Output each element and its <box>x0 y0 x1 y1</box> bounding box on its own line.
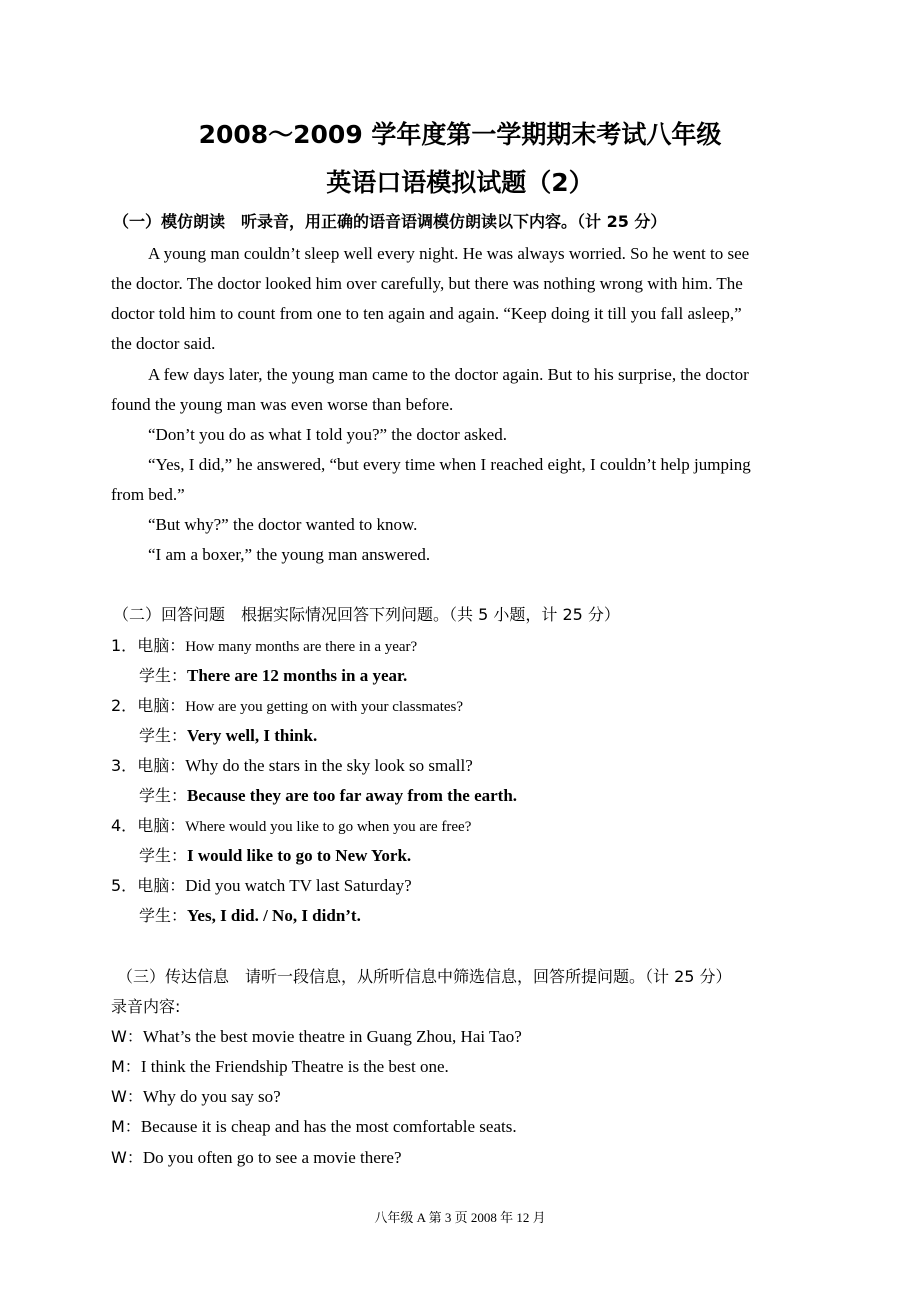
passage-line: found the young man was even worse than before. <box>111 395 454 414</box>
passage-line: “But why?” the doctor wanted to know. <box>148 515 418 534</box>
answer-text: There are 12 months in a year. <box>187 666 408 685</box>
speaker-label: W： <box>111 1087 143 1106</box>
question-row <box>111 875 412 897</box>
recording-label: 录音内容: <box>111 997 181 1016</box>
question-number: 2． <box>111 696 138 715</box>
answer-text: I would like to go to New York. <box>187 846 412 865</box>
dialog-line <box>111 1147 402 1169</box>
section2-heading: （二）回答问题 根据实际情况回答下列问题。（共 5 小题，计 25 分） <box>113 605 620 624</box>
answer-row <box>139 905 361 927</box>
speaker-label: W： <box>111 1027 143 1046</box>
question-number: 3． <box>111 756 138 775</box>
passage-line: the doctor said. <box>111 334 216 353</box>
question-text: Why do the stars in the sky look so small? <box>185 756 473 775</box>
dialog-text: I think the Friendship Theatre is the best one. <box>140 1057 449 1076</box>
answer-row <box>139 785 517 807</box>
answer-row <box>139 665 407 687</box>
question-number: 5． <box>111 876 138 895</box>
question-text: How are you getting on with your classmates? <box>185 699 464 715</box>
passage-line: A few days later, the young man came to the doctor again. But to his surprise, the doctor <box>148 365 749 384</box>
computer-label: 电脑： <box>137 636 186 655</box>
dialog-line <box>111 1116 517 1138</box>
dialog-line <box>111 1086 281 1108</box>
dialog-line <box>111 1056 449 1078</box>
answer-text: Yes, I did. / No, I didn’t. <box>187 906 361 925</box>
student-label: 学生： <box>139 666 188 685</box>
section3-heading: （三）传达信息 请听一段信息，从所听信息中筛选信息，回答所提问题。（计 25 分） <box>117 967 732 986</box>
computer-label: 电脑： <box>137 756 186 775</box>
computer-label: 电脑： <box>137 876 186 895</box>
question-text: Did you watch TV last Saturday? <box>185 876 412 895</box>
dialog-text: Why do you say so? <box>142 1087 281 1106</box>
question-row <box>111 755 473 777</box>
question-number: 4． <box>111 816 138 835</box>
passage-line: doctor told him to count from one to ten again and again. “Keep doing it till you fall asleep,” <box>111 304 742 323</box>
speaker-label: M： <box>111 1117 141 1136</box>
question-row <box>111 695 463 718</box>
exam-title-line2: 英语口语模拟试题（2） <box>326 168 594 197</box>
passage-line: “Don’t you do as what I told you?” the doctor asked. <box>148 425 507 444</box>
answer-row <box>139 725 317 747</box>
dialog-text: What’s the best movie theatre in Guang Zhou, Hai Tao? <box>142 1027 522 1046</box>
section1-heading: （一）模仿朗读 听录音，用正确的语音语调模仿朗读以下内容。（计 25 分） <box>113 212 667 231</box>
student-label: 学生： <box>139 846 188 865</box>
passage-line: “I am a boxer,” the young man answered. <box>148 545 431 564</box>
question-row <box>111 815 471 838</box>
student-label: 学生： <box>139 726 188 745</box>
passage-line: “Yes, I did,” he answered, “but every time when I reached eight, I couldn’t help jumping <box>148 455 751 474</box>
speaker-label: W： <box>111 1148 143 1167</box>
computer-label: 电脑： <box>137 696 186 715</box>
answer-row <box>139 845 411 867</box>
exam-title-line1: 2008～2009 学年度第一学期期末考试八年级 <box>198 120 722 149</box>
passage-line: from bed.” <box>111 485 185 504</box>
dialog-text: Do you often go to see a movie there? <box>142 1148 402 1167</box>
passage-line: A young man couldn’t sleep well every night. He was always worried. So he went to see <box>148 244 750 263</box>
page-footer: 八年级 A 第 3 页 2008 年 12 月 <box>374 1210 546 1225</box>
computer-label: 电脑： <box>137 816 186 835</box>
answer-text: Very well, I think. <box>187 726 318 745</box>
passage-line: the doctor. The doctor looked him over carefully, but there was nothing wrong with him. The <box>111 274 743 293</box>
question-row <box>111 635 417 658</box>
student-label: 学生： <box>139 786 188 805</box>
answer-text: Because they are too far away from the earth. <box>187 786 518 805</box>
student-label: 学生： <box>139 906 188 925</box>
question-text: How many months are there in a year? <box>185 639 418 655</box>
speaker-label: M： <box>111 1057 141 1076</box>
dialog-text: Because it is cheap and has the most comfortable seats. <box>140 1117 517 1136</box>
dialog-line <box>111 1026 522 1048</box>
question-number: 1． <box>111 636 138 655</box>
question-text: Where would you like to go when you are free? <box>185 819 472 835</box>
